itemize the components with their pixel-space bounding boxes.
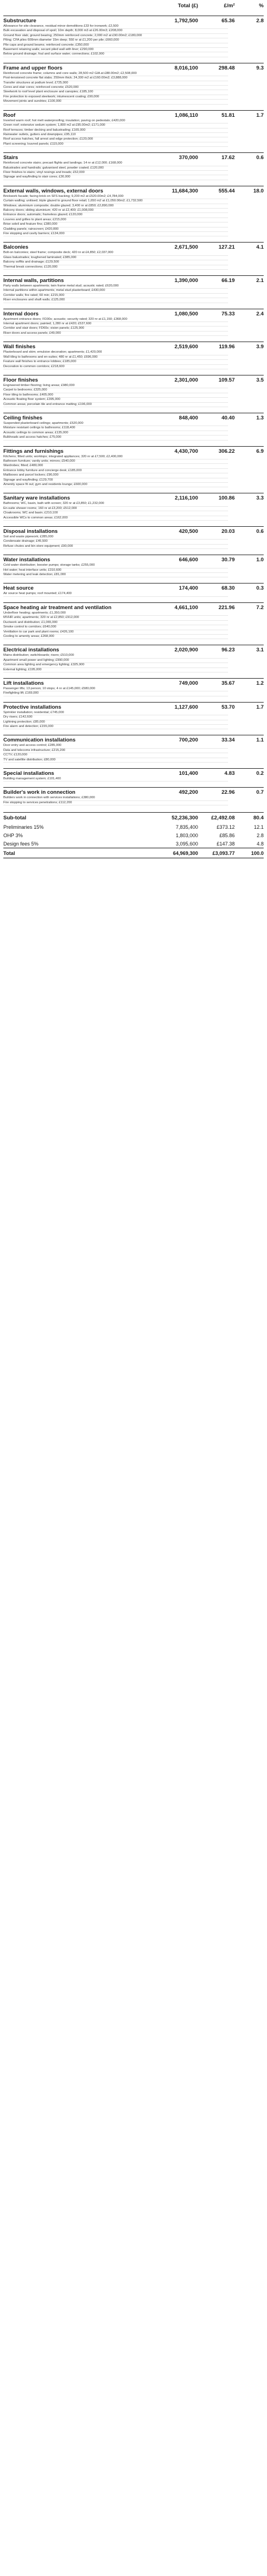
section-percent: 2.1	[256, 278, 264, 284]
line-item: Riser doors and access panels; £49,000	[3, 332, 228, 336]
section-heading	[3, 186, 264, 195]
section-heading	[3, 526, 264, 535]
section-name: Roof	[3, 112, 16, 118]
line-item: Allowance for site clearance, residual minor demolitions £33 for ironwork; £2,500	[3, 24, 228, 29]
fee-total: 3,095,600	[175, 840, 198, 847]
line-item: Steelwork to roof level plant enclosure and canopies; £185,100	[3, 90, 228, 95]
line-item: Plant screening; louvred panels; £115,000	[3, 142, 228, 147]
line-item: Mailboxes and parcel lockers; £96,000	[3, 473, 228, 478]
subtotal-pct: 80.4	[253, 814, 264, 821]
section-rate: 40.40	[221, 414, 235, 421]
section-percent: 1.3	[256, 414, 264, 421]
section-rate: 100.86	[218, 495, 235, 502]
section-total: 420,500	[179, 528, 198, 535]
section-name: Electrical installations	[3, 647, 60, 654]
section-rate: 4.83	[224, 770, 235, 777]
line-item: Sprinkler installation; residential; £745,000	[3, 711, 228, 715]
section-percent: 0.2	[256, 770, 264, 777]
fee-total: 1,803,000	[175, 832, 198, 838]
section-name: Frame and upper floors	[3, 65, 63, 71]
line-item: Signage and wayfinding; £129,700	[3, 478, 228, 483]
line-item: Roof access hatches, fall arrest and edge protection; £120,000	[3, 137, 228, 142]
line-item: Soil and waste pipework; £285,000	[3, 535, 228, 540]
section-total: 1,792,500	[174, 18, 198, 24]
cost-section	[3, 242, 264, 270]
section-percent: 1.7	[256, 112, 264, 118]
line-item: Plasterboard and skim; emulsion decoration; apartments; £1,420,000	[3, 350, 228, 355]
section-total: 1,086,110	[175, 112, 198, 118]
line-item: Kitchens; fitted units; worktops; integrated appliances; 320 nr at £7,500; £2,400,000	[3, 455, 228, 459]
section-rate: 221.96	[218, 604, 235, 611]
section-total: 370,000	[179, 155, 198, 161]
section-heading	[3, 16, 264, 24]
cost-summary	[3, 812, 264, 858]
line-item: Feature wall finishes to entrance lobbies; £185,000	[3, 360, 228, 364]
line-item: Smoke control to corridors; £640,000	[3, 625, 228, 630]
section-total: 1,127,600	[174, 704, 198, 710]
fee-rate: £147.38	[216, 840, 235, 847]
section-percent: 1.7	[256, 704, 264, 710]
section-total: 2,116,100	[175, 495, 198, 502]
section-percent: 2.8	[256, 18, 264, 24]
section-total: 2,671,500	[174, 244, 198, 251]
line-item: Balcony soffits and drainage; £129,500	[3, 260, 228, 265]
section-percent: 0.3	[256, 585, 264, 592]
section-total: 174,400	[179, 585, 198, 592]
section-rate: 75.33	[221, 310, 235, 317]
line-item: Louvres and grilles to plant areas; £215,000	[3, 218, 228, 223]
line-item: Decoration to common corridors; £218,600	[3, 365, 228, 369]
line-item: Riser enclosures and shaft walls; £125,000	[3, 298, 228, 303]
section-name: Heat source	[3, 585, 34, 592]
cost-section	[3, 16, 264, 57]
cost-section	[3, 702, 264, 730]
line-item: Internal partitions within apartments; metal stud plasterboard; £430,000	[3, 289, 228, 293]
line-item: Refuse chutes and bin store equipment; £90,000	[3, 545, 228, 549]
line-item: Glass balustrades; toughened laminated; £385,000	[3, 256, 228, 260]
section-total: 700,200	[179, 737, 198, 744]
grand-total-row	[3, 848, 264, 858]
cost-section	[3, 413, 264, 441]
line-item: Bulk excavation and disposal of spoil; 10m depth; 8,000 m3 at £26.00m3; £208,000	[3, 29, 228, 33]
section-rate: 96.23	[221, 647, 235, 654]
line-item: TV and satellite distribution; £80,000	[3, 758, 228, 763]
line-item: Mains distribution; switchboards; risers; £510,000	[3, 654, 228, 658]
line-item: Builders work in connection with services installations; £380,000	[3, 796, 228, 800]
fee-row	[3, 831, 264, 839]
line-item: Brise soleil and feature fins; £380,000	[3, 223, 228, 227]
line-item: Condensate drainage; £45,500	[3, 540, 228, 544]
section-heading	[3, 678, 264, 687]
line-item: Bolt-on balconies; steel frame; composite deck; 420 nr at £4,850; £2,037,000	[3, 251, 228, 255]
line-item: Amenity space fit out; gym and residents lounge; £600,000	[3, 483, 228, 487]
cost-section	[3, 63, 264, 105]
section-percent: 1.2	[256, 680, 264, 686]
section-rate: 109.57	[218, 377, 235, 383]
section-name: Water installations	[3, 557, 51, 563]
line-item: Underfloor heating; apartments; £1,350,000	[3, 611, 228, 616]
section-rate: 33.34	[221, 737, 235, 744]
cost-section	[3, 110, 264, 147]
section-name: Stairs	[3, 155, 18, 161]
line-item: Data and telecoms infrastructure; £215,200	[3, 749, 228, 753]
line-item: Corridor walls; fire rated; 60 min; £215,000	[3, 294, 228, 298]
section-rate: 119.96	[219, 344, 235, 350]
line-item: Hot water; heat interface units; £310,600	[3, 568, 228, 573]
section-heading	[3, 493, 264, 502]
line-item: Thermal break connections; £120,000	[3, 265, 228, 270]
section-name: Balconies	[3, 244, 28, 251]
cost-section	[3, 555, 264, 577]
cost-section	[3, 493, 264, 521]
section-name: Floor finishes	[3, 377, 38, 383]
line-item: Floor finishes to stairs; vinyl nosings and treads; £52,000	[3, 171, 228, 175]
fee-rate: £373.12	[216, 824, 235, 830]
section-rate: 555.44	[218, 187, 235, 194]
section-heading	[3, 275, 264, 284]
section-rate: 127.21	[218, 244, 235, 251]
line-item: Moisture resistant ceilings to bathrooms; £118,400	[3, 426, 228, 431]
section-heading	[3, 555, 264, 563]
rate-column-header: £/m²	[224, 3, 235, 9]
fee-label: Design fees 5%	[3, 840, 39, 847]
line-item: Bathrooms; WC, basin, bath with screen; 320 nr at £3,850; £1,232,000	[3, 502, 228, 506]
line-item: CCTV; £120,000	[3, 753, 228, 758]
line-item: Roof terraces; timber decking and balustrading; £165,000	[3, 128, 228, 133]
line-item: Entrance lobby furniture and concierge desk; £185,000	[3, 469, 228, 473]
line-item: Movement joints and sundries; £100,000	[3, 100, 228, 104]
line-item: Post-tensioned concrete flat slabs; 250mm thick; 24,300 m2 at £160.00m2; £3,888,000	[3, 76, 228, 81]
section-percent: 7.2	[256, 604, 264, 611]
cost-section	[3, 152, 264, 180]
cost-section	[3, 602, 264, 639]
section-heading	[3, 602, 264, 611]
line-item: Accessible WCs to common areas; £162,000	[3, 516, 228, 521]
line-item: Piling; CFA piles 600mm diameter 15m deep; 550 nr at £1,200 per pile; £660,000	[3, 38, 228, 43]
line-item: Entrance doors; automatic; frameless glazed; £120,000	[3, 213, 228, 217]
section-rate: 66.19	[221, 278, 235, 284]
line-item: Inverted warm roof; hot melt waterproofing; insulation; paving on pedestals; £420,000	[3, 119, 228, 123]
line-item: Firefighting lift; £169,000	[3, 691, 228, 696]
section-name: Internal doors	[3, 310, 39, 317]
line-item: External lighting; £195,000	[3, 668, 228, 673]
line-item: Fire alarm and detection; £155,000	[3, 725, 228, 729]
line-item: Apartment small power and lighting; £990,000	[3, 659, 228, 663]
section-percent: 1.0	[256, 557, 264, 563]
line-item: Common area lighting and emergency lighting; £325,900	[3, 663, 228, 668]
section-name: Substructure	[3, 18, 37, 24]
cost-section	[3, 186, 264, 237]
section-total: 101,400	[179, 770, 198, 777]
line-item: Pile caps and ground beams; reinforced concrete; £350,000	[3, 43, 228, 48]
section-percent: 6.9	[256, 448, 264, 454]
total-column-header: Total (£)	[177, 3, 198, 9]
line-item: Brickwork facade; facing brick on SFS backing; 9,200 m2 at £520.00m2; £4,784,000	[3, 195, 228, 199]
section-name: Disposal installations	[3, 528, 58, 535]
line-item: Carpet to bedrooms; £325,000	[3, 388, 228, 393]
section-heading	[3, 787, 264, 796]
line-item: Internal apartment doors; painted; 1,280 nr at £420; £537,600	[3, 322, 228, 327]
section-rate: 65.36	[221, 18, 235, 24]
section-heading	[3, 446, 264, 455]
section-name: Communication installations	[3, 737, 76, 744]
cost-section	[3, 526, 264, 549]
line-item: Basement retaining walls; secant piled wall with liner; £290,000	[3, 48, 228, 52]
section-percent: 0.6	[256, 528, 264, 535]
fee-rate: £85.86	[219, 832, 235, 838]
line-item: Wall tiling to bathrooms and en-suites; 480 nr at £1,450; £696,000	[3, 355, 228, 360]
line-item: Apartment entrance doors; FD30s; acoustic; security rated; 320 nr at £1,150; £368,000	[3, 318, 228, 322]
section-name: Space heating air treatment and ventilation	[3, 604, 112, 611]
fee-label: OHP 3%	[3, 832, 23, 838]
section-percent: 3.1	[256, 647, 264, 654]
subtotal-total: 52,236,300	[171, 814, 198, 821]
line-item: Cloakrooms; WC and basin; £210,100	[3, 511, 228, 516]
cost-section	[3, 446, 264, 488]
section-name: Special installations	[3, 770, 55, 777]
cost-section	[3, 342, 264, 369]
line-item: Ventilation to car park and plant rooms; £426,100	[3, 630, 228, 635]
section-heading	[3, 702, 264, 711]
line-item: Reinforced concrete frame; columns and core walls; 28,500 m2 GIA at £88.00m2; £2,508,000	[3, 72, 228, 76]
line-item: Acoustic floating floor system; £395,000	[3, 398, 228, 402]
line-item: Ductwork and distribution; £1,065,000	[3, 621, 228, 625]
section-percent: 1.1	[256, 737, 264, 744]
cost-section	[3, 275, 264, 303]
section-total: 2,519,600	[174, 344, 198, 350]
line-item: Ground floor slab; ground bearing; 250mm reinforced concrete; 2,000 m2 at £90.00m2; £180,000	[3, 34, 228, 38]
line-item: Signage and wayfinding to stair cores; £30,000	[3, 175, 228, 180]
cost-section	[3, 645, 264, 673]
section-heading	[3, 309, 264, 318]
section-percent: 9.3	[256, 65, 264, 71]
cost-section	[3, 787, 264, 805]
section-name: Ceiling finishes	[3, 414, 43, 421]
section-rate: 30.79	[221, 557, 235, 563]
section-rate: 306.22	[218, 448, 235, 454]
section-heading	[3, 645, 264, 654]
fee-row	[3, 823, 264, 831]
section-percent: 3.3	[256, 495, 264, 502]
section-heading	[3, 735, 264, 744]
cost-sections	[3, 16, 264, 805]
section-name: Wall finishes	[3, 344, 36, 350]
subtotal-label: Sub-total	[3, 814, 27, 821]
fee-pct: 2.8	[256, 832, 264, 838]
grand-label: Total	[3, 850, 15, 856]
line-item: Cold water distribution; booster pumps; storage tanks; £255,000	[3, 563, 228, 568]
section-rate: 17.62	[221, 155, 235, 161]
section-name: Builder's work in connection	[3, 789, 76, 796]
section-percent: 4.1	[256, 244, 264, 251]
section-name: Internal walls, partitions	[3, 278, 64, 284]
line-item: MVHR units; apartments; 320 nr at £2,850; £912,000	[3, 616, 228, 620]
section-name: External walls, windows, external doors	[3, 187, 103, 194]
cost-section	[3, 735, 264, 763]
section-name: Lift installations	[3, 680, 44, 686]
grand-pct: 100.0	[251, 850, 264, 856]
line-item: Engineered timber flooring; living areas; £980,000	[3, 384, 228, 388]
line-item: Acoustic ceilings to common areas; £135,000	[3, 431, 228, 436]
section-percent: 2.4	[256, 310, 264, 317]
line-item: Reinforced concrete stairs; precast flights and landings; 14 nr at £12,000; £168,000	[3, 161, 228, 166]
subtotal-rate: £2,492.08	[211, 814, 235, 821]
section-total: 8,016,100	[174, 65, 198, 71]
section-total: 1,390,000	[174, 278, 198, 284]
line-item: Lightning protection; £85,000	[3, 720, 228, 725]
line-item: Water metering and leak detection; £81,000	[3, 573, 228, 577]
line-item: Fire protection to exposed steelwork; intumescent coating; £90,000	[3, 95, 228, 100]
line-item: Balustrades and handrails; galvanised steel, powder coated; £120,000	[3, 166, 228, 171]
line-item: Cores and stair cores; reinforced concrete; £520,000	[3, 86, 228, 90]
section-heading	[3, 63, 264, 72]
line-item: En-suite shower rooms; 160 nr at £3,200; £512,000	[3, 507, 228, 511]
fee-row	[3, 839, 264, 848]
line-item: Transfer structures at podium level; £725,000	[3, 81, 228, 86]
section-rate: 298.48	[218, 65, 235, 71]
section-total: 848,400	[179, 414, 198, 421]
line-item: Rainwater outlets, gutters and downpipes; £95,110	[3, 133, 228, 137]
grand-rate: £3,093.77	[212, 850, 235, 856]
section-total: 4,430,700	[174, 448, 198, 454]
line-item: Bulkheads and access hatches; £75,000	[3, 436, 228, 440]
subtotal-row	[3, 812, 264, 823]
section-rate: 51.81	[221, 112, 235, 118]
section-percent: 3.9	[256, 344, 264, 350]
line-item: Green roof; extensive sedum system; 1,800 m2 at £95.00m2; £171,000	[3, 123, 228, 128]
line-item: Below ground drainage; foul and surface water; connections; £102,000	[3, 52, 228, 57]
section-name: Fittings and furnishings	[3, 448, 64, 454]
section-total: 1,080,500	[174, 310, 198, 317]
section-percent: 0.7	[256, 789, 264, 796]
percent-column-header: %	[259, 3, 264, 9]
line-item: Cladding panels; rainscreen; £420,800	[3, 228, 228, 232]
section-heading	[3, 152, 264, 161]
fee-label: Preliminaries 15%	[3, 824, 44, 830]
line-item: Building management system; £101,400	[3, 777, 228, 782]
section-total: 749,000	[179, 680, 198, 686]
cost-section	[3, 583, 264, 596]
section-heading	[3, 110, 264, 119]
cost-section	[3, 375, 264, 407]
cost-section	[3, 309, 264, 337]
line-item: Party walls between apartments; twin frame metal stud; acoustic rated; £620,000	[3, 284, 228, 289]
section-heading	[3, 342, 264, 350]
section-name: Sanitary ware installations	[3, 495, 70, 502]
fee-pct: 12.1	[254, 824, 264, 830]
line-item: Suspended plasterboard ceilings; apartments; £520,000	[3, 422, 228, 426]
section-heading	[3, 413, 264, 422]
section-rate: 22.96	[221, 789, 235, 796]
section-name: Protective installations	[3, 704, 62, 710]
line-item: Wardrobes; fitted; £480,000	[3, 464, 228, 468]
fee-total: 7,835,400	[175, 824, 198, 830]
line-item: Curtain walling; unitised; triple glazed to ground floor retail; 1,650 m2 at £1,050.00m2; £1,732,500	[3, 199, 228, 204]
section-rate: 53.70	[221, 704, 235, 710]
line-item: Dry risers; £142,600	[3, 715, 228, 720]
section-total: 4,661,100	[174, 604, 198, 611]
section-rate: 20.03	[221, 528, 235, 535]
section-heading	[3, 583, 264, 592]
section-percent: 3.5	[256, 377, 264, 383]
line-item: Air source heat pumps; roof mounted; £174,400	[3, 592, 228, 596]
section-total: 492,200	[179, 789, 198, 796]
line-item: Balcony doors; sliding aluminium; 420 nr at £2,400; £1,008,000	[3, 209, 228, 213]
section-rate: 35.67	[221, 680, 235, 686]
line-item: Cooling to amenity areas; £268,000	[3, 635, 228, 639]
grand-total: 64,969,300	[172, 850, 198, 856]
section-total: 646,600	[179, 557, 198, 563]
line-item: Passenger lifts; 13 person; 10 stops; 4 nr at £145,000; £580,000	[3, 687, 228, 691]
section-heading	[3, 768, 264, 777]
section-total: 2,020,900	[174, 647, 198, 654]
cost-section	[3, 768, 264, 782]
line-item: Floor tiling to bathrooms; £405,000	[3, 393, 228, 398]
line-item: Corridor and stair doors; FD60s; vision panels; £125,900	[3, 327, 228, 331]
line-item: Door entry and access control; £285,000	[3, 744, 228, 748]
section-heading	[3, 242, 264, 251]
line-item: Fire stopping and cavity barriers; £134,000	[3, 232, 228, 236]
column-headers	[3, 1, 264, 10]
section-percent: 18.0	[253, 187, 264, 194]
section-total: 2,301,000	[174, 377, 198, 383]
cost-section	[3, 678, 264, 696]
section-total: 11,684,300	[171, 187, 198, 194]
line-item: Common areas; porcelain tile and entrance matting; £196,000	[3, 403, 228, 407]
line-item: Bathroom furniture; vanity units; mirrors; £540,000	[3, 459, 228, 464]
section-heading	[3, 375, 264, 384]
fee-pct: 4.8	[256, 840, 264, 847]
section-rate: 68.30	[221, 585, 235, 592]
line-item: Windows; aluminium composite; double glazed; 3,400 nr at £850; £2,890,000	[3, 204, 228, 209]
line-item: Fire stopping to services penetrations; £112,200	[3, 801, 228, 805]
section-percent: 0.6	[256, 155, 264, 161]
